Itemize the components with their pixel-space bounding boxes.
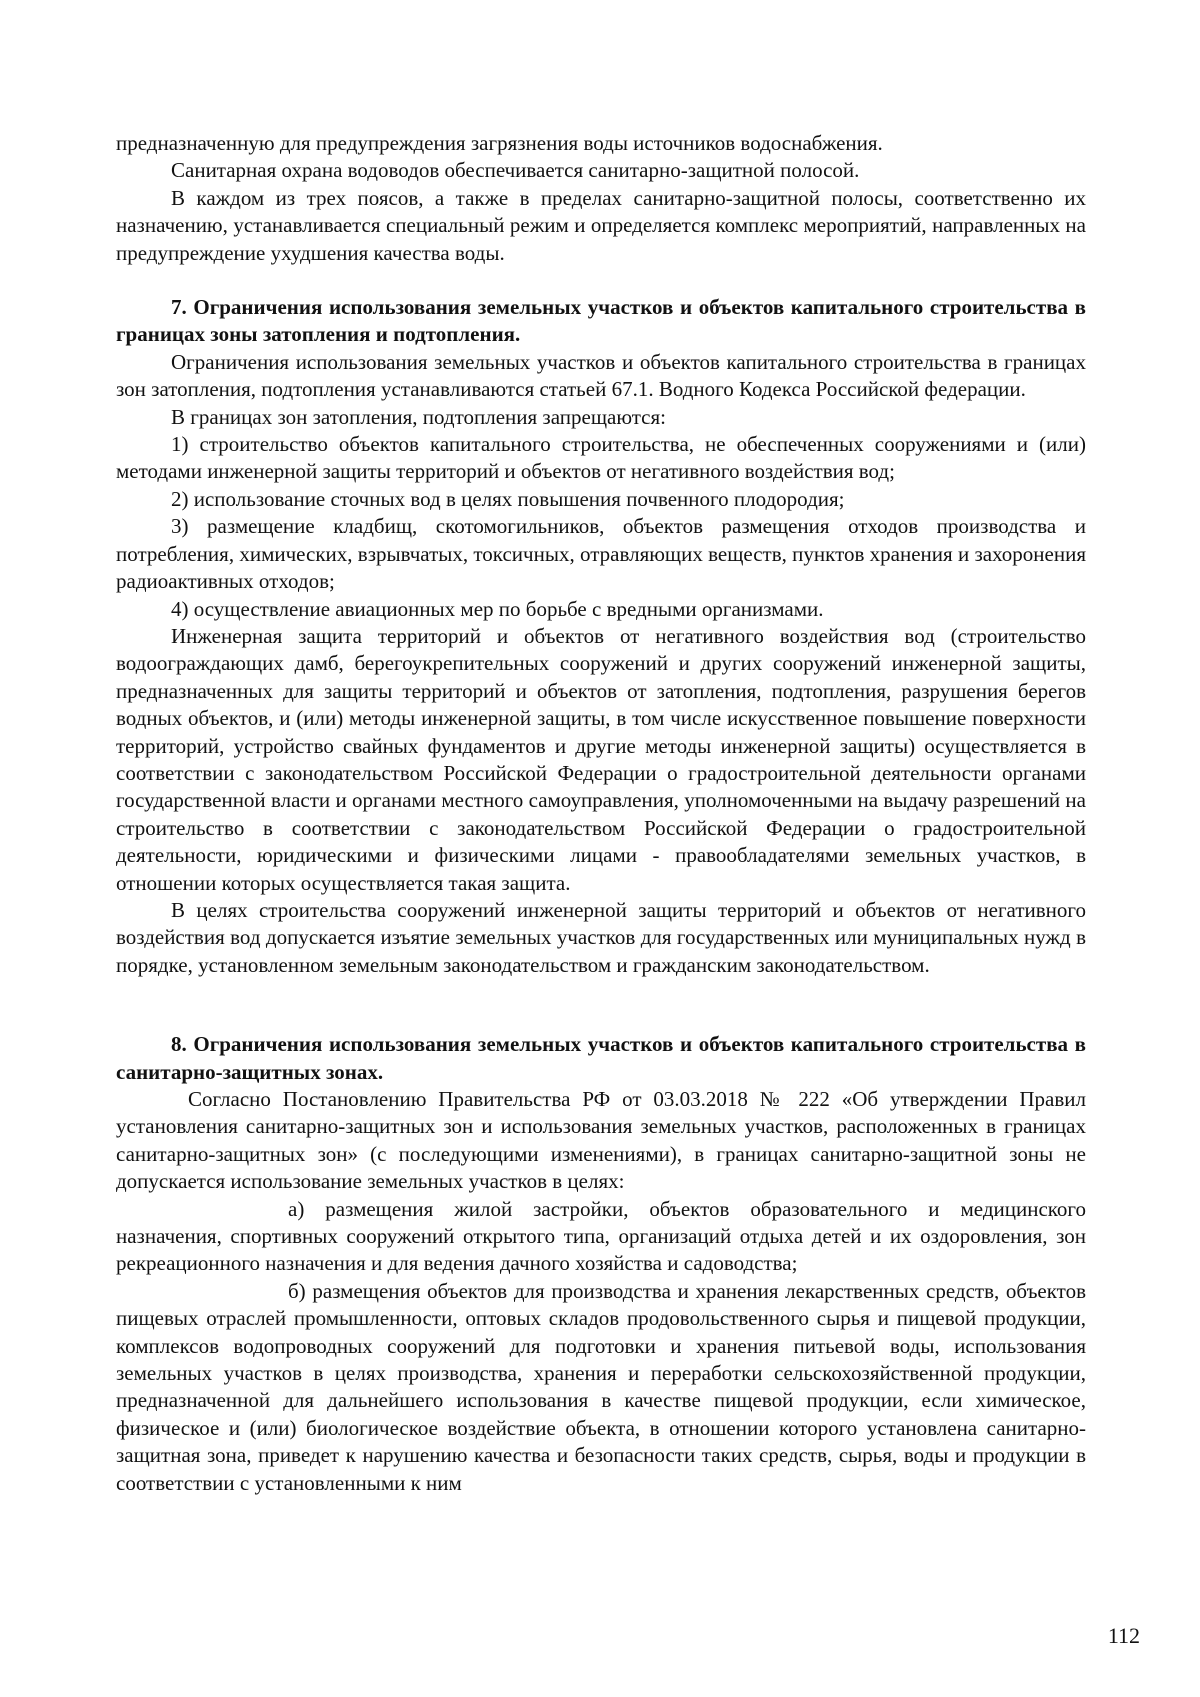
page-number: 112 <box>1107 1623 1140 1648</box>
list-item: 3) размещение кладбищ, скотомогильников, объектов размещения отходов производства и потребления, химических, взрывчатых, токсичных, отравляющих веществ, пунктов хранения и захоронения радиоактивных отходов; <box>116 514 1086 594</box>
section-8-heading: 8. Ограничения использования земельных участков и объектов капитального строительства в санитарно-защитных зонах. <box>116 1032 1086 1084</box>
list-item: б) размещения объектов для производства и хранения лекарственных средств, объектов пищевых отраслей промышленности, оптовых складов продовольственного сырья и пищевой продукции, комплексов водопроводных сооружений для подготовки и хранения питьевой воды, использования земельных участков в целях производства, хранения и переработки сельскохозяйственной продукции, предназначенной для дальнейшего использования в качестве пищевой продукции, если химическое, физическое и (или) биологическое воздействие объекта, в отношении которого установлена санитарно-защитная зона, приведет к нарушению качества и безопасности таких средств, сырья, воды и продукции в соответствии с установленными к ним <box>116 1278 1086 1495</box>
paragraph: Инженерная защита территорий и объектов от негативного воздействия вод (строительство водоограждающих дамб, берегоукрепительных сооружений и других сооружений инженерной защиты, предназначенных для защиты территорий и объектов от затопления, подтопления, разрушения берегов водных объектов, и (или) методы инженерной защиты, в том числе искусственное повышение поверхности территорий, устройство свайных фундаментов и другие методы инженерной защиты) осуществляется в соответствии с законодательством Российской Федерации о градостроительной деятельности органами государственной власти и органами местного самоуправления, уполномоченными на выдачу разрешений на строительство в соответствии с законодательством Российской Федерации о градостроительной деятельности, юридическими и физическими лицами - правообладателями земельных участков, в отношении которых осуществляется такая защита. <box>116 623 1086 895</box>
list-item: 4) осуществление авиационных мер по борьбе с вредными организмами. <box>171 596 824 621</box>
paragraph-continuation: предназначенную для предупреждения загрязнения воды источников водоснабжения. <box>116 131 883 155</box>
section-7-heading: 7. Ограничения использования земельных участков и объектов капитального строительства в границах зоны затопления и подтопления. <box>116 295 1086 347</box>
list-item: а) размещения жилой застройки, объектов образовательного и медицинского назначения, спортивных сооружений открытого типа, организаций отдыха детей и их оздоровления, зон рекреационного назначения и для ведения дачного хозяйства и садоводства; <box>116 1196 1086 1276</box>
paragraph: В границах зон затопления, подтопления запрещаются: <box>171 404 666 429</box>
document-page <box>116 130 1086 1497</box>
list-item: 1) строительство объектов капитального строительства, не обеспеченных сооружениями и (или) методами инженерной защиты территорий и объектов от негативного воздействия вод; <box>116 432 1086 484</box>
paragraph: Ограничения использования земельных участков и объектов капитального строительства в границах зон затопления, подтопления устанавливаются статьей 67.1. Водного Кодекса Российской федерации. <box>116 349 1086 402</box>
paragraph: В целях строительства сооружений инженерной защиты территорий и объектов от негативного воздействия вод допускается изъятие земельных участков для государственных или муниципальных нужд в порядке, установленном земельным законодательством и гражданским законодательством. <box>116 897 1086 977</box>
paragraph: В каждом из трех поясов, а также в пределах санитарно-защитной полосы, соответственно их назначению, устанавливается специальный режим и определяется комплекс мероприятий, направленных на предупреждение ухудшения качества воды. <box>116 185 1086 265</box>
list-item: 2) использование сточных вод в целях повышения почвенного плодородия; <box>171 486 845 511</box>
paragraph: Санитарная охрана водоводов обеспечивается санитарно-защитной полосой. <box>171 158 860 183</box>
paragraph: Согласно Постановлению Правительства РФ от 03.03.2018 № 222 «Об утверждении Правил установления санитарно-защитных зон и использования земельных участков, расположенных в границах санитарно-защитных зон» (с последующими изменениями), в границах санитарно-защитной зоны не допускается использование земельных участков в целях: <box>116 1087 1086 1194</box>
